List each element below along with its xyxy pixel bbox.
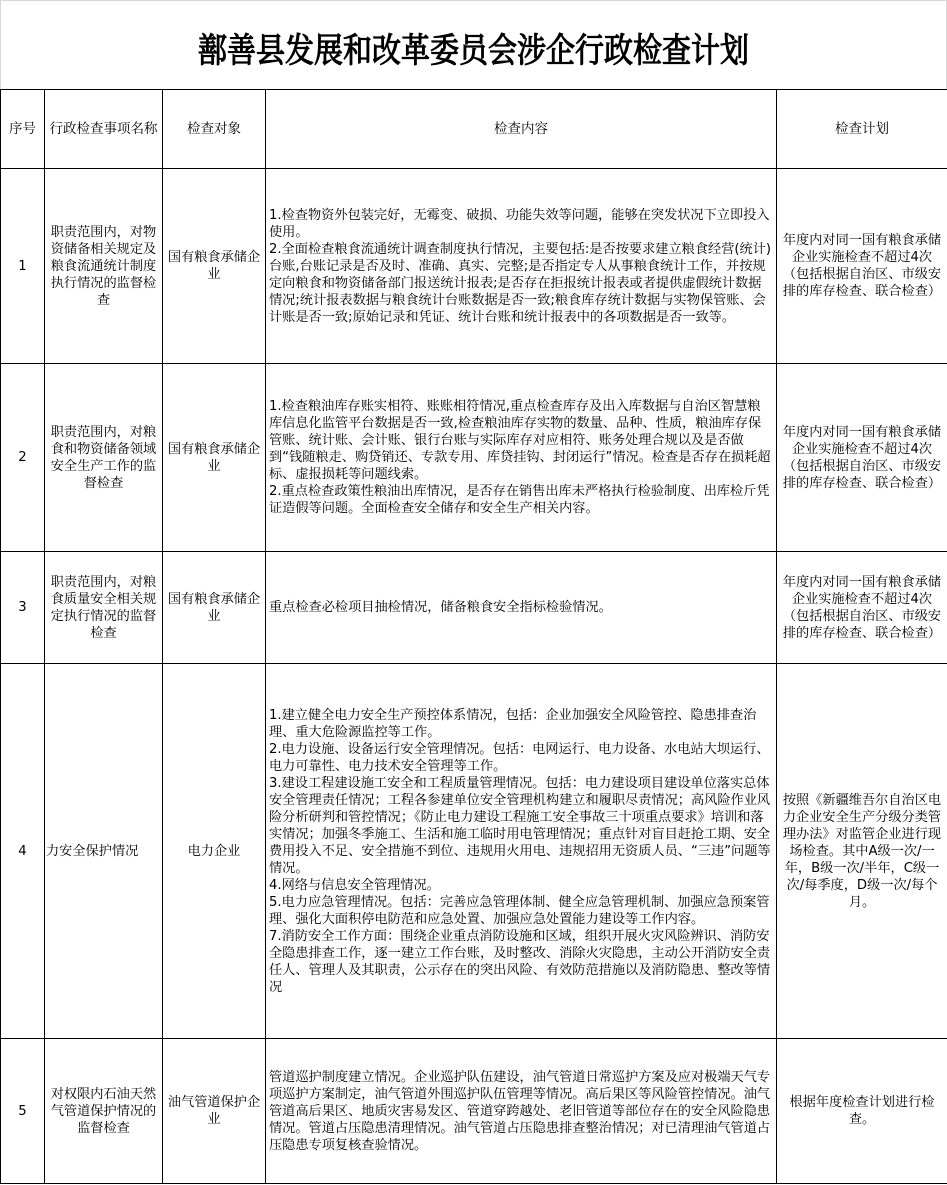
row-plan: 年度内对同一国有粮食承储企业实施检查不超过4次（包括根据自治区、市级安排的库存检查、联合检查） xyxy=(777,552,947,664)
content-paragraph: 2.重点检查政策性粮油出库情况，是否存在销售出库未严格执行检验制度、出库检斤凭证造假等问题。全面检查安全储存和安全生产相关内容。 xyxy=(269,484,770,516)
content-paragraph: 5.电力应急管理情况。包括：完善应急管理体制、健全应急管理机制、加强应急预案管理、强化大面积停电防范和应急处置、加强应急处置能力建设等工作内容。 xyxy=(269,894,770,927)
row-no: 5 xyxy=(1,1039,45,1184)
row-content xyxy=(266,664,777,1039)
row-content xyxy=(266,364,777,552)
table-row xyxy=(1,664,947,1039)
table-row xyxy=(1,1039,947,1184)
header-plan: 检查计划 xyxy=(777,90,947,169)
table-row xyxy=(1,364,947,552)
row-no: 4 xyxy=(1,664,45,1039)
row-item-name: 对权限内石油天然气管道保护情况的监督检查 xyxy=(45,1039,163,1184)
row-plan: 按照《新疆维吾尔自治区电力企业安全生产分级分类管理办法》对监管企业进行现场检查。其中A级一次/一年，B级一次/半年，C级一次/每季度，D级一次/每个月。 xyxy=(777,664,947,1039)
title-area xyxy=(0,0,947,89)
header-row xyxy=(1,90,947,169)
row-no: 2 xyxy=(1,364,45,552)
row-content xyxy=(266,1039,777,1184)
row-no: 1 xyxy=(1,169,45,364)
row-plan: 年度内对同一国有粮食承储企业实施检查不超过4次（包括根据自治区、市级安排的库存检查、联合检查） xyxy=(777,364,947,552)
content-paragraph: 1.建立健全电力安全生产预控体系情况，包括：企业加强安全风险管控、隐患排查治理、重大危险源监控等工作。 xyxy=(269,707,757,740)
content-paragraph: 1.检查物资外包装完好，无霉变、破损、功能失效等问题，能够在突发状况下立即投入使用。 xyxy=(269,207,770,240)
row-item-name: 职责范围内，对物资储备相关规定及粮食流通统计制度执行情况的监督检查 xyxy=(45,169,163,364)
table-row xyxy=(1,169,947,364)
content-paragraph: 2.全面检查粮食流通统计调查制度执行情况，主要包括:是否按要求建立粮食经营(统计)台账,台账记录是否及时、准确、真实、完整;是否指定专人从事粮食统计工作，并按规定向粮食和物资储备部门报送统计报表;是否存在拒报统计报表或者提供虚假统计数据情况;统计报表数据与粮食统计台账数据是否一致;粮食库存统计数据与实物保管账、会计账是否一致;原始记录和凭证、统计台账和统计报表中的各项数据是否一致等。 xyxy=(269,241,772,325)
row-plan: 根据年度检查计划进行检查。 xyxy=(777,1039,947,1184)
content-paragraph: 2.电力设施、设备运行安全管理情况。包括：电网运行、电力设备、水电站大坝运行、电力可靠性、电力技术安全管理等工作。 xyxy=(269,741,770,774)
row-item-name: 职责范围内，对粮食质量安全相关规定执行情况的监督检查 xyxy=(45,552,163,664)
content-paragraph: 4.网络与信息安全管理情况。 xyxy=(269,877,440,893)
content-paragraph: 1.检查粮油库存账实相符、账账相符情况,重点检查库存及出入库数据与自治区智慧粮库信息化监管平台数据是否一致,检查粮油库存实物的数量、品种、性质，粮油库存保管账、统计账、会计账、银行台账与实际库存对应相符、账务处理合规以及是否做到“钱随粮走、购贷销还、专款专用、库贷挂钩、封闭运行”情况。检查是否存在损耗超标、虚报损耗等问题线索。 xyxy=(269,399,771,482)
inspection-plan-table xyxy=(0,89,947,1184)
row-plan: 年度内对同一国有粮食承储企业实施检查不超过4次（包括根据自治区、市级安排的库存检查、联合检查） xyxy=(777,169,947,364)
row-no: 3 xyxy=(1,552,45,664)
row-target: 国有粮食承储企业 xyxy=(163,169,266,364)
row-content xyxy=(266,169,777,364)
row-target: 电力企业 xyxy=(163,664,266,1039)
content-paragraph: 3.建设工程建设施工安全和工程质量管理情况。包括：电力建设项目建设单位落实总体安全管理责任情况；工程各参建单位安全管理机构建立和履职尽责情况；高风险作业风险分析研判和管控情况；《防止电力建设工程施工安全事故三十项重点要求》培训和落实情况；加强冬季施工、生活和施工临时用电管理情况；重点针对盲目赶抢工期、安全费用投入不足、安全措施不到位、违规用火用电、违规招用无资质人员、“三违”问题等情况。 xyxy=(269,775,771,876)
table-row xyxy=(1,552,947,664)
content-paragraph: 重点检查必检项目抽检情况，储备粮食安全指标检验情况。 xyxy=(269,600,612,615)
row-target: 油气管道保护企业 xyxy=(163,1039,266,1184)
header-no: 序号 xyxy=(1,90,45,169)
header-item-name: 行政检查事项名称 xyxy=(45,90,163,169)
header-content: 检查内容 xyxy=(266,90,777,169)
row-item-name: 力安全保护情况 xyxy=(45,664,163,1039)
content-paragraph: 7.消防安全工作方面：围绕企业重点消防设施和区域，组织开展火灾风险辨识、消防安全隐患排查工作，逐一建立工作台账，及时整改、消除火灾隐患，主动公开消防安全责任人、管理人及其职责，公示存在的突出风险、有效防范措施以及消防隐患、整改等情况 xyxy=(269,928,771,995)
row-target: 国有粮食承储企业 xyxy=(163,552,266,664)
content-paragraph: 管道巡护制度建立情况。企业巡护队伍建设，油气管道日常巡护方案及应对极端天气专项巡护方案制定，油气管道外围巡护队伍管理等情况。高后果区等风险管控情况。油气管道高后果区、地质灾害易发区、管道穿跨越处、老旧管道等部位存在的安全风险隐患情况。管道占压隐患清理情况。油气管道占压隐患排查整治情况；对已清理油气管道占压隐患专项复核查验情况。 xyxy=(269,1069,771,1153)
row-target: 国有粮食承储企业 xyxy=(163,364,266,552)
row-content xyxy=(266,552,777,664)
header-target: 检查对象 xyxy=(163,90,266,169)
row-item-name: 职责范围内，对粮食和物资储备领域安全生产工作的监督检查 xyxy=(45,364,163,552)
document-title: 鄯善县发展和改革委员会涉企行政检查计划 xyxy=(197,29,749,70)
